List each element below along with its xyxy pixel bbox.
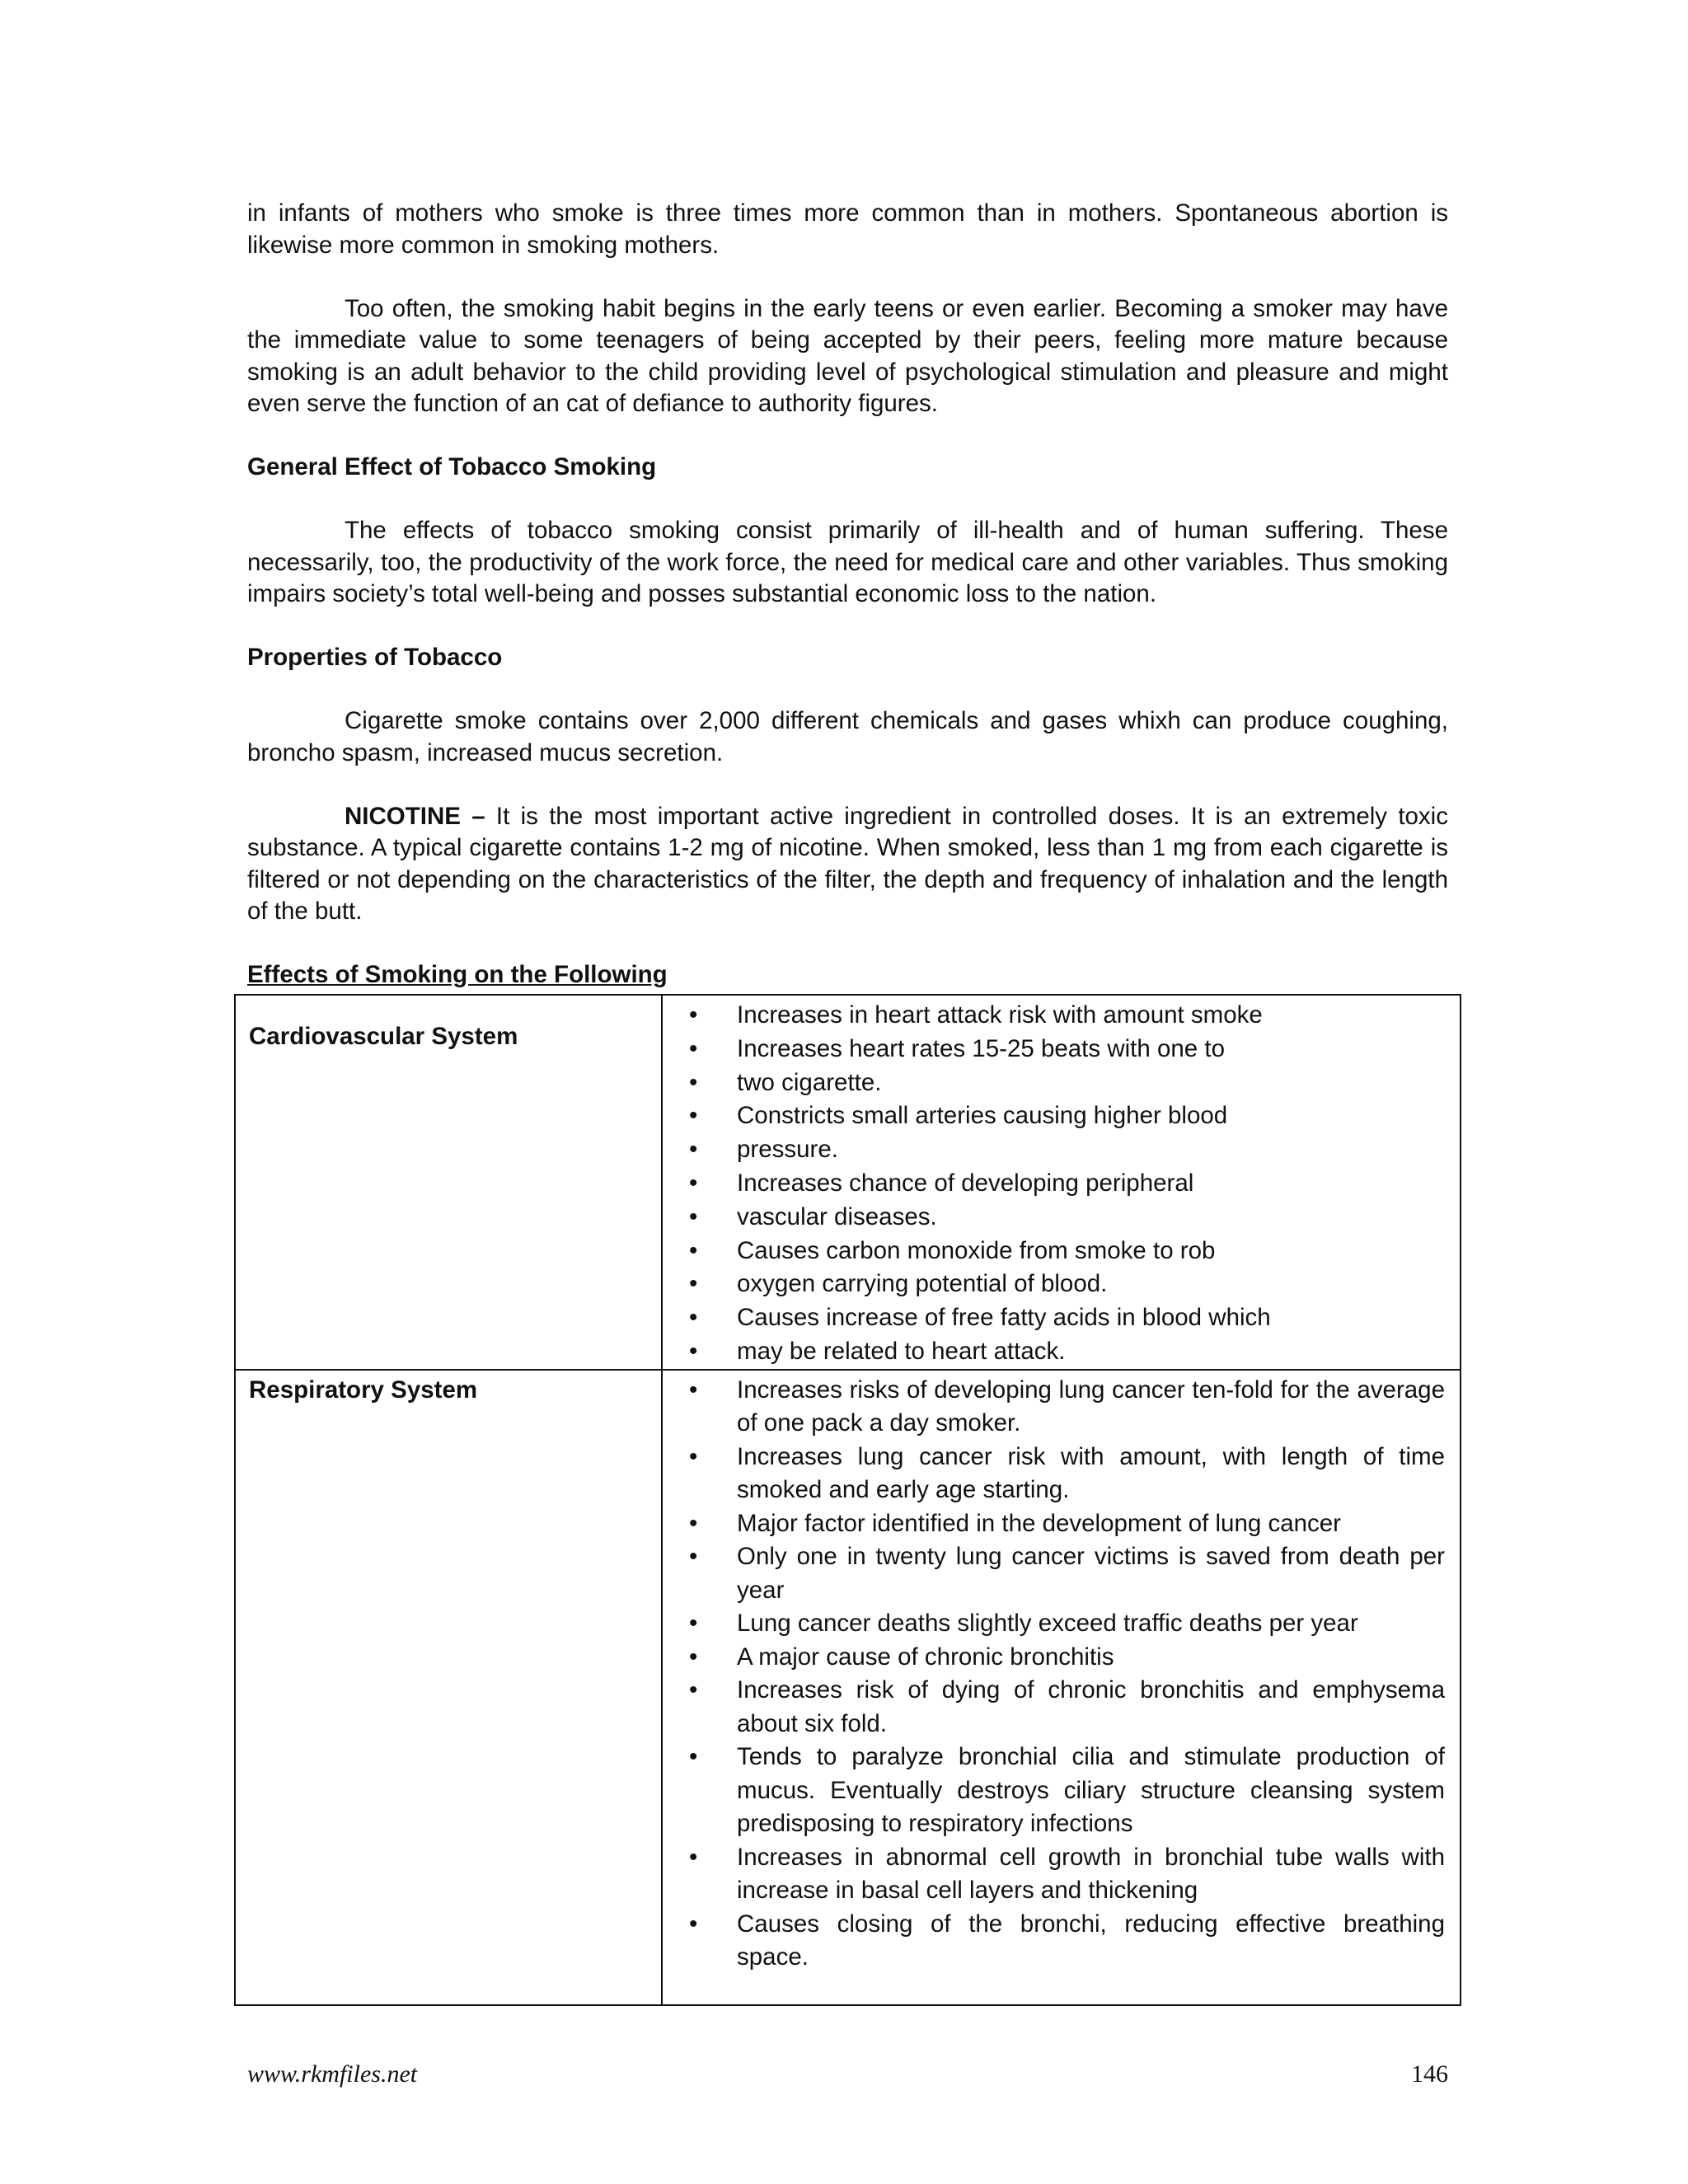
cardiovascular-effects-list (678, 999, 1445, 1369)
heading-properties: Properties of Tobacco (247, 644, 503, 671)
list-item: • Only one in twenty lung cancer victims is saved from death per year (678, 1540, 1445, 1607)
table-row (235, 1370, 1461, 2005)
list-item: • Increases lung cancer risk with amount, with length of time smoked and early age starting. (678, 1441, 1445, 1507)
system-label-cardiovascular: Cardiovascular System (235, 995, 662, 1370)
list-item: • Increases heart rates 15-25 beats with one to (678, 1033, 1445, 1066)
list-item: • Increases in heart attack risk with amount smoke (678, 999, 1445, 1033)
list-item: • Increases chance of developing peripheral (678, 1167, 1445, 1201)
heading-effects: Effects of Smoking on the Following (247, 961, 668, 988)
list-item: • Constricts small arteries causing higher blood (678, 1099, 1445, 1133)
list-item: • Causes closing of the bronchi, reducing effective breathing space. (678, 1908, 1445, 1975)
list-item: • Tends to paralyze bronchial cilia and stimulate production of mucus. Eventually destroys ciliary structure cleansing system predisposing to respiratory infections (678, 1741, 1445, 1841)
effects-table (234, 994, 1461, 2006)
document-body (247, 198, 1448, 991)
paragraph-nicotine (247, 801, 1448, 928)
list-item: • A major cause of chronic bronchitis (678, 1641, 1445, 1675)
page-number: 146 (1411, 2060, 1448, 2088)
list-item: • Major factor identified in the development of lung cancer (678, 1507, 1445, 1541)
nicotine-term: NICOTINE – (345, 802, 485, 830)
list-item: • may be related to heart attack. (678, 1335, 1445, 1369)
paragraph-smoking-habit: Too often, the smoking habit begins in the early teens or even earlier. Becoming a smoker may have the immediate value to some teenagers of being accepted by their peers, feeling more mature because smoking is an adult behavior to the child providing level of psychological stimulation and pleasure and might even serve the function of an cat of defiance to authority figures. (247, 294, 1448, 417)
list-item: • Increases risks of developing lung cancer ten-fold for the average of one pack a day smoker. (678, 1374, 1445, 1441)
nicotine-text: It is the most important active ingredient in controlled doses. It is an extremely toxic substance. A typical cigarette contains 1-2 mg of nicotine. When smoked, less than 1 mg from each cigarette is filtered or not depending on the characteristics of the filter, the depth and frequency of inhalation and the length of the butt. (247, 802, 1448, 925)
list-item: • Lung cancer deaths slightly exceed traffic deaths per year (678, 1607, 1445, 1641)
paragraph-infants: in infants of mothers who smoke is three times more common than in mothers. Spontaneous abortion is likewise more common in smoking mothers. (247, 199, 1448, 259)
system-label-respiratory: Respiratory System (235, 1370, 662, 2005)
list-item: • Increases in abnormal cell growth in bronchial tube walls with increase in basal cell layers and thickening (678, 1841, 1445, 1908)
list-item: • vascular diseases. (678, 1201, 1445, 1235)
table-row (235, 995, 1461, 1370)
list-item: • Causes increase of free fatty acids in blood which (678, 1301, 1445, 1335)
paragraph-cigarette-smoke: Cigarette smoke contains over 2,000 different chemicals and gases whixh can produce coughing, broncho spasm, increased mucus secretion. (247, 707, 1448, 766)
list-item: • Causes carbon monoxide from smoke to rob (678, 1235, 1445, 1268)
heading-general-effect: General Effect of Tobacco Smoking (247, 453, 657, 480)
list-item: • two cigarette. (678, 1066, 1445, 1100)
effects-cell-respiratory (662, 1370, 1461, 2005)
list-item: • Increases risk of dying of chronic bronchitis and emphysema about six fold. (678, 1674, 1445, 1741)
footer-site: www.rkmfiles.net (247, 2060, 418, 2088)
respiratory-effects-list (678, 1374, 1445, 2004)
list-item: • pressure. (678, 1133, 1445, 1167)
page-footer (247, 2060, 1448, 2088)
effects-cell-cardiovascular (662, 995, 1461, 1370)
list-item: • oxygen carrying potential of blood. (678, 1268, 1445, 1301)
paragraph-general-effect: The effects of tobacco smoking consist primarily of ill-health and of human suffering. These necessarily, too, the productivity of the work force, the need for medical care and other variables. Thus smoking impairs society’s total well-being and posses substantial economic loss to the nation. (247, 517, 1448, 607)
